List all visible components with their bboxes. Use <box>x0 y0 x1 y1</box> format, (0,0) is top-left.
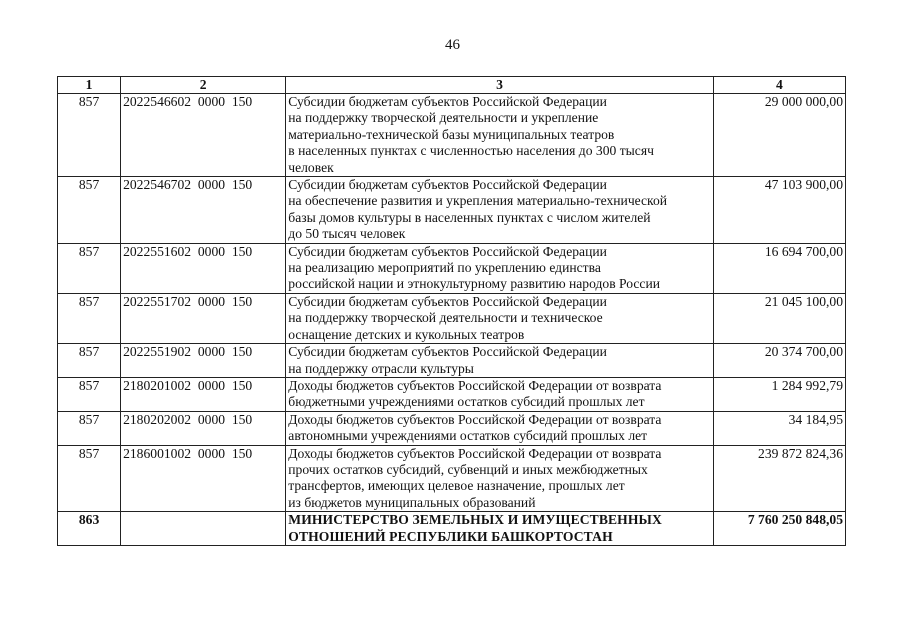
ministry-total-amount: 7 760 250 848,05 <box>713 512 845 546</box>
page-number: 46 <box>445 37 460 53</box>
table-row <box>58 411 846 445</box>
amount-cell: 21 045 100,00 <box>713 293 845 343</box>
budget-code-cell <box>121 512 286 546</box>
revenue-name-cell <box>286 344 714 378</box>
table-row <box>58 344 846 378</box>
revenue-name-line: бюджетными учреждениями остатков субсидий прошлых лет <box>288 394 645 410</box>
column-header-1: 1 <box>58 77 121 94</box>
budget-code-cell: 2022551702 0000 150 <box>121 293 286 343</box>
revenue-name-line: из бюджетов муниципальных образований <box>288 494 536 510</box>
revenue-name-line: Субсидии бюджетам субъектов Российской Федерации <box>288 243 607 259</box>
column-header-2: 2 <box>121 77 286 94</box>
admin-code-cell: 857 <box>58 293 121 343</box>
revenue-name-line: Субсидии бюджетам субъектов Российской Федерации <box>288 293 607 309</box>
revenue-name-cell <box>286 243 714 293</box>
table-row <box>58 243 846 293</box>
revenue-name-line: Доходы бюджетов субъектов Российской Федерации от возврата <box>288 445 662 461</box>
revenue-name-line: Субсидии бюджетам субъектов Российской Федерации <box>288 94 607 109</box>
revenue-name-line: Субсидии бюджетам субъектов Российской Федерации <box>288 344 607 360</box>
revenue-name-line: российской нации и этнокультурному развитию народов России <box>288 276 661 292</box>
revenue-name-line: оснащение детских и кукольных театров <box>288 326 525 342</box>
ministry-total-row <box>58 512 846 546</box>
table-row <box>58 377 846 411</box>
revenue-name-line: человек <box>288 159 334 175</box>
budget-code-cell: 2186001002 0000 150 <box>121 445 286 512</box>
revenue-name-cell <box>286 411 714 445</box>
amount-cell: 34 184,95 <box>713 411 845 445</box>
amount-cell: 1 284 992,79 <box>713 377 845 411</box>
admin-code-cell: 857 <box>58 94 121 177</box>
column-header-3: 3 <box>286 77 714 94</box>
revenue-name-line: на обеспечение развития и укрепления материально-технической <box>288 193 668 209</box>
budget-code-cell: 2022546602 0000 150 <box>121 94 286 177</box>
revenue-name-line: в населенных пунктах с численностью населения до 300 тысяч <box>288 143 654 159</box>
admin-code-cell: 857 <box>58 344 121 378</box>
revenue-name-line: на поддержку творческой деятельности и укрепление <box>288 110 599 126</box>
budget-code-cell: 2022546702 0000 150 <box>121 177 286 244</box>
revenue-name-line: до 50 тысяч человек <box>288 226 406 242</box>
column-header-4: 4 <box>713 77 845 94</box>
table-header-row <box>58 77 846 94</box>
revenue-name-cell <box>286 377 714 411</box>
budget-code-cell: 2180201002 0000 150 <box>121 377 286 411</box>
admin-code-cell: 857 <box>58 377 121 411</box>
ministry-name-line: МИНИСТЕРСТВО ЗЕМЕЛЬНЫХ И ИМУЩЕСТВЕННЫХ <box>288 512 662 528</box>
amount-cell: 29 000 000,00 <box>713 94 845 177</box>
revenue-name-line: на поддержку творческой деятельности и техническое <box>288 310 603 326</box>
revenue-name-line: Доходы бюджетов субъектов Российской Федерации от возврата <box>288 377 662 393</box>
ministry-name-line: ОТНОШЕНИЙ РЕСПУБЛИКИ БАШКОРТОСТАН <box>288 528 613 544</box>
amount-cell: 16 694 700,00 <box>713 243 845 293</box>
amount-cell: 239 872 824,36 <box>713 445 845 512</box>
revenue-name-line: Доходы бюджетов субъектов Российской Федерации от возврата <box>288 411 662 427</box>
revenue-name-cell <box>286 94 714 177</box>
revenue-name-line: прочих остатков субсидий, субвенций и иных межбюджетных <box>288 461 648 477</box>
revenue-name-line: автономными учреждениями остатков субсидий прошлых лет <box>288 428 648 444</box>
revenue-name-cell <box>286 177 714 244</box>
table-row <box>58 94 846 177</box>
table-row <box>58 177 846 244</box>
ministry-name-cell <box>286 512 714 546</box>
table-row <box>58 445 846 512</box>
revenue-name-cell <box>286 293 714 343</box>
revenue-name-line: базы домов культуры в населенных пунктах с числом жителей <box>288 209 651 225</box>
revenue-name-line: Субсидии бюджетам субъектов Российской Федерации <box>288 177 607 193</box>
revenue-name-line: трансфертов, имеющих целевое назначение, прошлых лет <box>288 478 625 494</box>
admin-code-cell: 863 <box>58 512 121 546</box>
budget-code-cell: 2022551902 0000 150 <box>121 344 286 378</box>
revenue-name-line: материально-технической базы муниципальных театров <box>288 126 615 142</box>
budget-code-cell: 2022551602 0000 150 <box>121 243 286 293</box>
admin-code-cell: 857 <box>58 243 121 293</box>
admin-code-cell: 857 <box>58 411 121 445</box>
revenue-name-line: на реализацию мероприятий по укреплению единства <box>288 260 601 276</box>
revenue-name-cell <box>286 445 714 512</box>
table-row <box>58 293 846 343</box>
admin-code-cell: 857 <box>58 177 121 244</box>
budget-code-cell: 2180202002 0000 150 <box>121 411 286 445</box>
table-body <box>58 94 846 546</box>
amount-cell: 47 103 900,00 <box>713 177 845 244</box>
budget-revenue-table <box>57 76 846 546</box>
revenue-name-line: на поддержку отрасли культуры <box>288 360 474 376</box>
amount-cell: 20 374 700,00 <box>713 344 845 378</box>
admin-code-cell: 857 <box>58 445 121 512</box>
